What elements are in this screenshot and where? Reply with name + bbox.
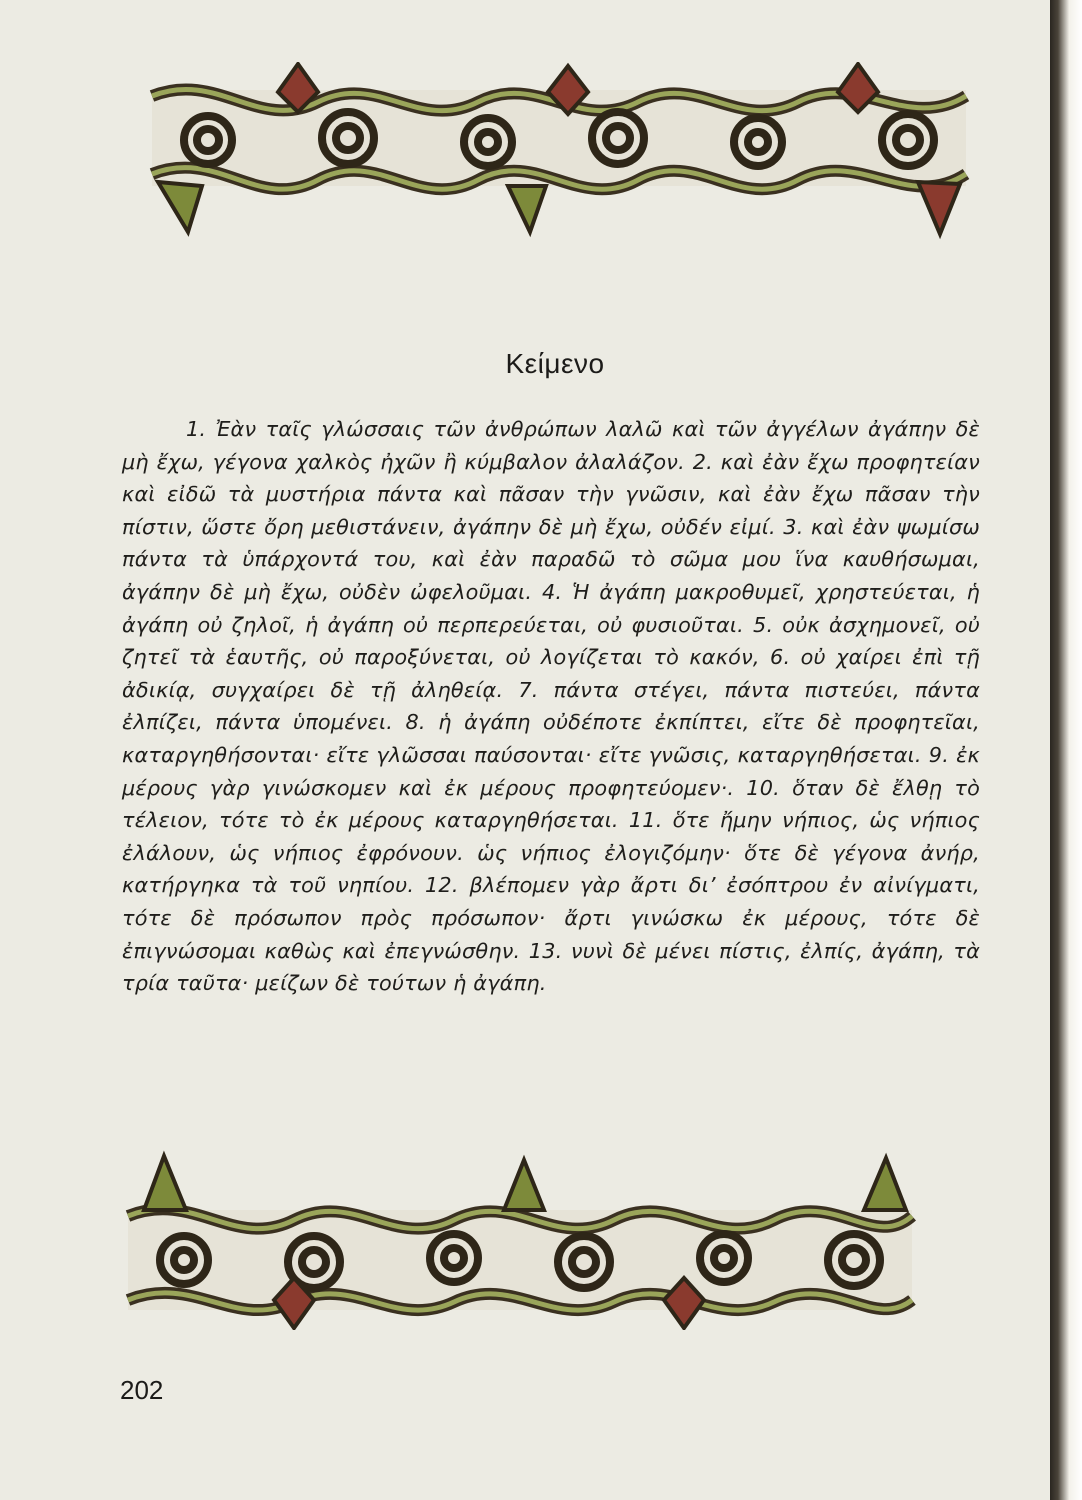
bottom-ornament-border [124,1150,916,1330]
scripture-passage: 1. Ἐὰν ταῖς γλώσσαις τῶν ἀνθρώπων λαλῶ καὶ τῶν ἀγγέλων ἀγάπην δὲ μὴ ἔχω, γέγονα χαλκὸς ἠχῶν ἢ κύμβαλον ἀλαλάζον. 2. καὶ ἐὰν ἔχω προφητείαν καὶ εἰδῶ τὰ μυστήρια πάντα καὶ πᾶσαν τὴν γνῶσιν, καὶ ἐὰν ἔχω πᾶσαν τὴν πίστιν, ὥστε ὄρη μεθιστάνειν, ἀγάπην δὲ μὴ ἔχω, οὐδέν εἰμί. 3. καὶ ἐὰν ψωμίσω πάντα τὰ ὑπάρχοντά του, καὶ ἐὰν παραδῶ τὸ σῶμα μου ἵνα καυθήσωμαι, ἀγάπην δὲ μὴ ἔχω, οὐδὲν ὠφελοῦμαι. 4. Ἡ ἀγάπη μακροθυμεῖ, χρηστεύεται, ἡ ἀγάπη οὐ ζηλοῖ, ἡ ἀγάπη οὐ περπερεύεται, οὐ φυσιοῦται. 5. οὐκ ἀσχημονεῖ, οὐ ζητεῖ τὰ ἑαυτῆς, οὐ παροξύνεται, οὐ λογίζεται τὸ κακόν, 6. οὐ χαίρει ἐπὶ τῇ ἀδικίᾳ, συγχαίρει δὲ τῇ ἀληθείᾳ. 7. πάντα στέγει, πάντα πιστεύει, πάντα ἐλπίζει, πάντα ὑπομένει. 8. ἡ ἀγάπη οὐδέποτε ἐκπίπτει, εἴτε δὲ προφητεῖαι, καταργηθήσονται· εἴτε γλῶσσαι παύσονται· εἴτε γνῶσις, καταργηθήσεται. 9. ἐκ μέρους γὰρ γινώσκομεν καὶ ἐκ μέρους προφητεύομεν·. 10. ὅταν δὲ ἔλθῃ τὸ τέλειον, τότε τὸ ἐκ μέρους καταργηθήσεται. 11. ὅτε ἤμην νήπιος, ὡς νήπιος ἐλάλουν, ὡς νήπιος ἐφρόνουν. ὡς νήπιος ἐλογιζόμην· ὅτε δὲ γέγονα ἀνήρ, κατήργηκα τὰ τοῦ νηπίου. 12. βλέπομεν γὰρ ἄρτι δι’ ἐσόπτρου ἐν αἰνίγματι, τότε δὲ πρόσωπον πρὸς πρόσωπον· ἄρτι γινώσκω ἐκ μέρους, τότε δὲ ἐπιγνώσομαι καθὼς καὶ ἐπεγνώσθην. 13. νυνὶ δὲ μένει πίστις, ἐλπίς, ἀγάπη, τὰ τρία ταῦτα· μείζων δὲ τούτων ἡ ἀγάπη. [122,417,980,996]
book-spine-shadow [1050,0,1082,1500]
page-number: 202 [120,1375,164,1405]
ornament-bottom-band [128,1209,912,1310]
top-ornament-border [148,62,970,240]
section-heading: Κείμενο [505,348,605,379]
